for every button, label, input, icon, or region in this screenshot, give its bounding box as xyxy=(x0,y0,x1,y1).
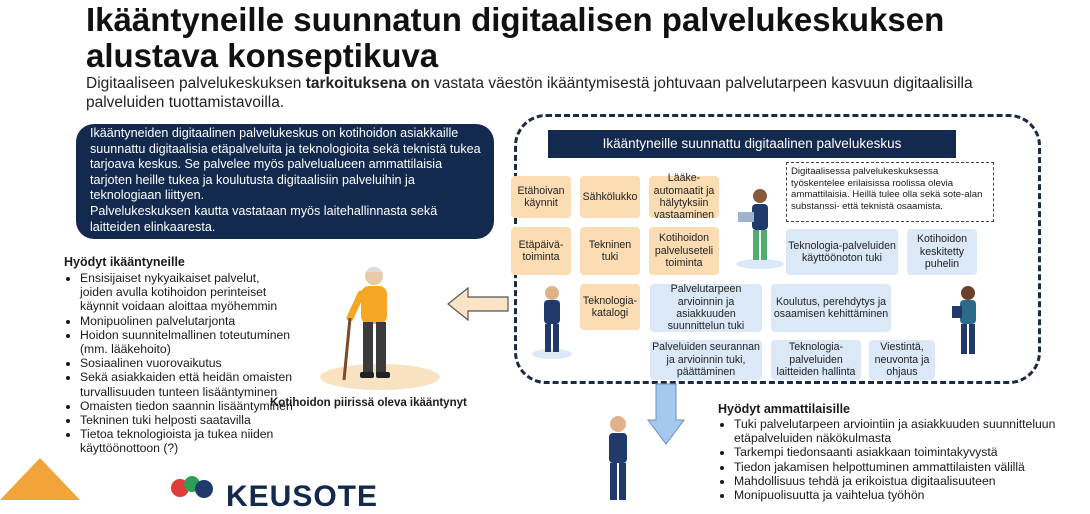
professional-with-laptop-illustration xyxy=(734,186,786,270)
list-item: • Sekä asiakkaiden että heidän omaisten turvallisuuden tunteen lisääntyminen xyxy=(80,370,294,398)
list-item: • Tekninen tuki helposti saatavilla xyxy=(80,413,294,427)
elderly-person-illustration xyxy=(336,262,406,384)
tile-seuranta: Palveluiden seurannan ja arvioinnin tuki, päättäminen xyxy=(650,340,762,380)
tile-sahkolukko: Sähkölukko xyxy=(580,176,640,218)
intro-paragraph-1: Ikääntyneiden digitaalinen palvelukeskus on kotihoidon asiakkaille suunnattu digitaalisia etäpalveluita ja teknologioita sekä teknistä tukea tarjoava keskus. Se palvelee myös palvelualueen ammattilaisia tarjoten heille tukea ja koulutusta digitaalisiin palveluihin ja teknologiaan liittyen. xyxy=(90,126,481,203)
list-item: • Hoidon suunnitelmallinen toteutuminen (mm. lääkehoito) xyxy=(80,328,294,356)
subtitle-emphasis: tarkoituksena on xyxy=(305,75,430,92)
keusote-logo-text: KEUSOTE xyxy=(226,480,379,513)
page-title: Ikääntyneille suunnatun digitaalisen palvelukeskuksen alustava konseptikuva xyxy=(86,1,945,74)
tile-etahoivan: Etähoivan käynnit xyxy=(511,176,571,218)
tile-puhelin: Kotihoidon keskitetty puhelin xyxy=(907,229,977,275)
nurse-illustration xyxy=(530,284,574,360)
tile-katalogi: Teknologia-katalogi xyxy=(580,284,640,330)
arrow-left-icon xyxy=(446,286,510,322)
tile-koulutus: Koulutus, perehdytys ja osaamisen kehittäminen xyxy=(771,284,891,332)
hub-note: Digitaalisessa palvelukeskuksessa työskentelee erilaisissa roolissa olevia ammattilaisia. Heillä tulee olla sekä sote-alan substanssi- että teknistä osaamista. xyxy=(786,162,994,222)
list-item: • Tiedon jakamisen helpottuminen ammattilaisten välillä xyxy=(734,460,1058,474)
list-item: • Omaisten tiedon saannin lisääntyminen xyxy=(80,399,294,413)
list-item: • Mahdollisuus tehdä ja erikoistua digitaalisuuteen xyxy=(734,474,1058,488)
intro-paragraph-2: Palvelukeskuksen kautta vastataan myös laitehallinnasta sekä laitteiden elinkaaresta. xyxy=(90,203,438,234)
subtitle-start: Digitaaliseen palvelukeskuksen xyxy=(86,75,306,92)
keusote-logo-icon xyxy=(168,474,218,500)
tile-tekninen: Tekninen tuki xyxy=(580,227,640,275)
tile-tekno-kayttoonotto: Teknologia-palveluiden käyttöönoton tuki xyxy=(786,229,898,275)
list-item: • Monipuolinen palvelutarjonta xyxy=(80,314,294,328)
elder-caption: Kotihoidon piirissä oleva ikääntynyt xyxy=(270,397,467,409)
list-item: • Tietoa teknologioista ja tukea niiden käyttöönottoon (?) xyxy=(80,427,294,455)
professional-benefits xyxy=(718,402,1058,502)
professional-benefits-heading: Hyödyt ammattilaisille xyxy=(718,402,850,416)
list-item: • Monipuolisuutta ja vaihtelua työhön xyxy=(734,488,1058,502)
page-subtitle xyxy=(86,74,1016,112)
hub-title: Ikääntyneille suunnattu digitaalinen palvelukeskus xyxy=(548,130,956,158)
elderly-benefits-heading: Hyödyt ikääntyneille xyxy=(64,255,185,269)
tile-kotihoidon-seteli: Kotihoidon palveluseteli toiminta xyxy=(649,227,719,275)
subtitle-end: vastata väestön ikääntymisestä johtuvaan palvelutarpeen kasvuun digitaalisilla palveluiden tuottamistavoilla. xyxy=(86,75,973,111)
tile-laake: Lääke-automaatit ja hälytyksiin vastaaminen xyxy=(649,176,719,218)
professional-benefits-list xyxy=(718,417,1058,502)
orange-decoration xyxy=(0,456,80,500)
tile-viestinta: Viestintä, neuvonta ja ohjaus xyxy=(869,340,935,380)
elderly-benefits-list xyxy=(64,271,294,456)
intro-box xyxy=(76,124,494,239)
tile-laitteet: Teknologia-palveluiden laitteiden hallinta xyxy=(771,340,861,380)
tile-etapaiva: Etäpäivä-toiminta xyxy=(511,227,571,275)
tile-tarve: Palvelutarpeen arvioinnin ja asiakkuuden suunnittelun tuki xyxy=(650,284,762,332)
arrow-down-icon xyxy=(646,382,686,446)
list-item: • Tarkempi tiedonsaanti asiakkaan toimintakyvystä xyxy=(734,445,1058,459)
professional-with-tablet-illustration xyxy=(948,284,988,358)
elderly-benefits xyxy=(64,255,294,456)
list-item: • Tuki palvelutarpeen arviointiin ja asiakkuuden suunnitteluun etäpalveluiden näkökulmasta xyxy=(734,417,1058,445)
list-item: • Sosiaalinen vuorovaikutus xyxy=(80,356,294,370)
list-item: • Ensisijaiset nykyaikaiset palvelut, joiden avulla kotihoidon perinteiset käynnit voidaan aloittaa myöhemmin xyxy=(80,271,294,314)
nurse-bottom-illustration xyxy=(598,414,638,500)
